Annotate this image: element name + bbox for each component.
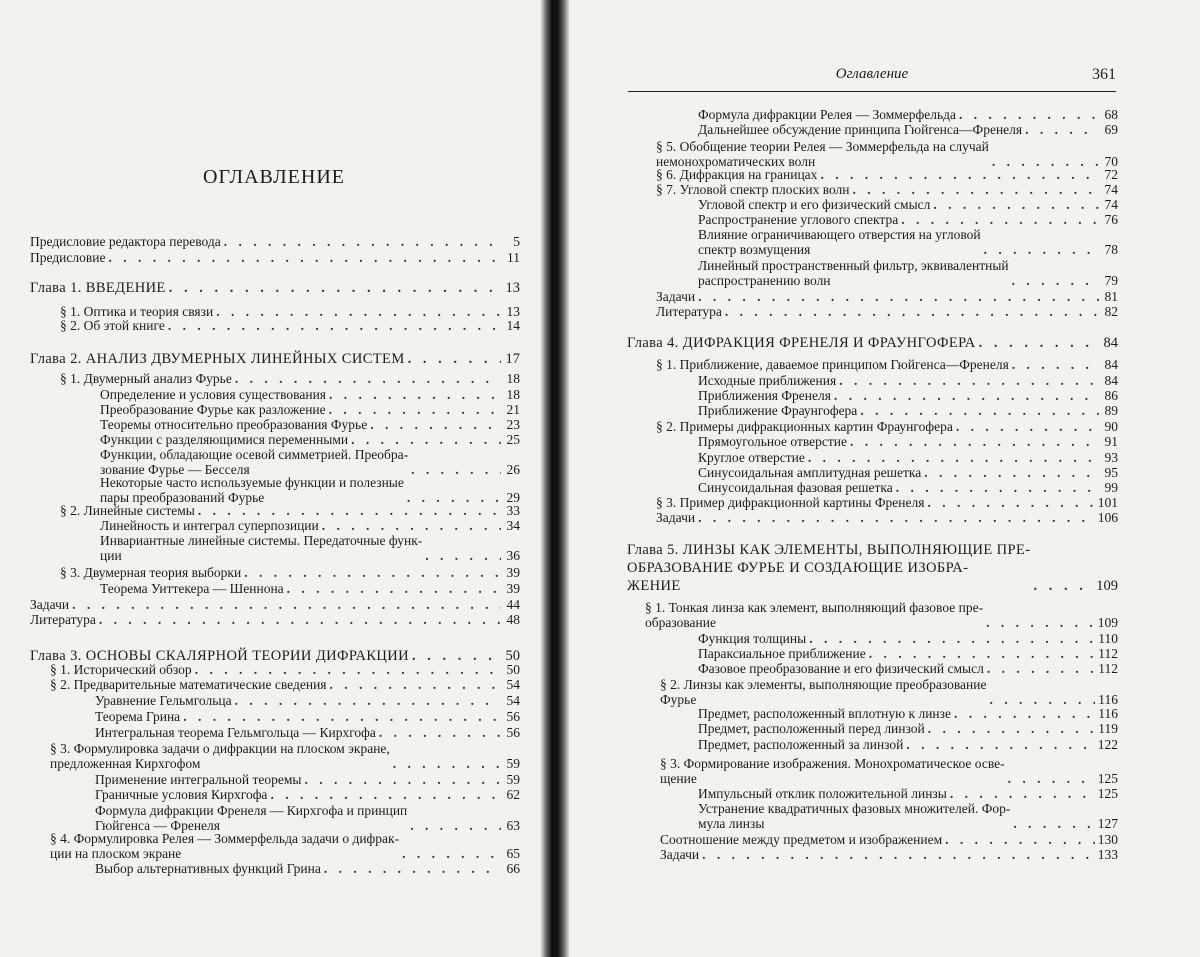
toc-entry bbox=[660, 678, 1118, 707]
dot-leader bbox=[839, 374, 1099, 389]
dot-leader bbox=[270, 788, 501, 803]
toc-entry bbox=[30, 598, 520, 613]
toc-entry-title: Теорема Грина bbox=[95, 709, 181, 724]
toc-entry-page: 78 bbox=[1104, 241, 1118, 257]
toc-entry-title: Литература bbox=[30, 612, 96, 627]
dot-leader bbox=[1012, 274, 1099, 289]
toc-entry-title: Задачи bbox=[656, 289, 696, 304]
dot-leader bbox=[216, 305, 501, 320]
toc-entry-title: Линейный пространственный фильтр, эквивалентный распространению волн bbox=[698, 258, 1009, 288]
toc-entry-page: 91 bbox=[1104, 434, 1118, 449]
toc-entry bbox=[95, 710, 520, 725]
toc-entry-page: 109 bbox=[1097, 614, 1118, 630]
toc-entry bbox=[698, 259, 1118, 288]
dot-leader bbox=[990, 693, 1096, 708]
dot-leader bbox=[235, 694, 501, 709]
left-page bbox=[0, 0, 548, 957]
dot-leader bbox=[896, 481, 1099, 496]
toc-entry-title: Предисловие bbox=[30, 250, 106, 265]
toc-entry-title: § 4. Формулировка Релея — Зоммерфельда задачи о дифрак- ции на плоском экране bbox=[50, 831, 400, 861]
dot-leader bbox=[959, 108, 1099, 123]
dot-leader bbox=[407, 491, 501, 506]
toc-entry-page: 116 bbox=[1098, 691, 1118, 707]
dot-leader bbox=[698, 290, 1099, 305]
running-header-title: Оглавление bbox=[835, 66, 909, 82]
toc-entry bbox=[656, 420, 1118, 435]
toc-entry-page: 34 bbox=[506, 518, 520, 533]
toc-entry-title: Угловой спектр и его физический смысл bbox=[698, 197, 931, 212]
toc-entry-page: 101 bbox=[1097, 495, 1118, 510]
dot-leader bbox=[330, 678, 502, 693]
dot-leader bbox=[305, 773, 502, 788]
dot-leader bbox=[1025, 123, 1099, 138]
dot-leader bbox=[329, 388, 501, 403]
toc-entry-page: 56 bbox=[506, 725, 520, 740]
toc-entry-title: Глава 1. ВВЕДЕНИЕ bbox=[30, 280, 166, 296]
toc-entry-page: 23 bbox=[506, 417, 520, 432]
toc-entry-page: 39 bbox=[506, 565, 520, 580]
toc-entry-title: Литература bbox=[656, 304, 722, 319]
toc-entry-page: 86 bbox=[1104, 388, 1118, 403]
toc-entry bbox=[95, 773, 520, 788]
header-rule bbox=[628, 91, 1116, 92]
toc-entry-title: Линейность и интеграл суперпозиции bbox=[100, 518, 319, 533]
toc-entry-page: 84 bbox=[1104, 373, 1118, 388]
dot-leader bbox=[411, 463, 501, 478]
dot-leader bbox=[1012, 358, 1099, 373]
toc-entry-title: Дальнейшее обсуждение принципа Гюйгенса—Френеля bbox=[698, 122, 1023, 137]
toc-entry-page: 122 bbox=[1097, 737, 1118, 752]
toc-entry bbox=[698, 662, 1118, 677]
toc-entry-page: 39 bbox=[506, 581, 520, 596]
toc-entry-page: 25 bbox=[506, 432, 520, 447]
toc-entry-title: Распространение углового спектра bbox=[698, 212, 899, 227]
toc-entry bbox=[100, 534, 520, 563]
dot-leader bbox=[287, 582, 501, 597]
toc-entry-title: Функция толщины bbox=[698, 631, 807, 646]
toc-entry-page: 33 bbox=[506, 503, 520, 518]
toc-entry bbox=[100, 403, 520, 418]
toc-entry-title: Фазовое преобразование и его физический смысл bbox=[698, 661, 984, 676]
toc-entry bbox=[660, 757, 1118, 786]
toc-entry-page: 59 bbox=[506, 772, 520, 787]
toc-entry-title: Предисловие редактора перевода bbox=[30, 234, 221, 249]
toc-entry-page: 50 bbox=[505, 648, 520, 664]
dot-leader bbox=[933, 198, 1099, 213]
toc-entry-title: Определение и условия существования bbox=[100, 387, 327, 402]
toc-entry bbox=[656, 168, 1118, 183]
toc-entry-title: § 1. Исторический обзор bbox=[50, 662, 192, 677]
dot-leader bbox=[351, 433, 501, 448]
dot-leader bbox=[425, 549, 501, 564]
toc-entry-title: Граничные условия Кирхгофа bbox=[95, 787, 268, 802]
toc-entry bbox=[30, 235, 520, 250]
toc-entry-page: 13 bbox=[506, 304, 520, 319]
toc-entry-page: 74 bbox=[1104, 197, 1118, 212]
toc-entry bbox=[60, 372, 520, 387]
toc-entry-title: Синусоидальная амплитудная решетка bbox=[698, 465, 922, 480]
dot-leader bbox=[370, 418, 501, 433]
toc-entry-page: 84 bbox=[1103, 335, 1118, 351]
dot-leader bbox=[108, 251, 501, 266]
dot-leader bbox=[984, 243, 1099, 258]
toc-entry-title: Влияние ограничивающего отверстия на угловой спектр возмущения bbox=[698, 227, 981, 257]
toc-entry-page: 110 bbox=[1098, 631, 1118, 646]
toc-entry-title: Теорема Уиттекера — Шеннона bbox=[100, 581, 284, 596]
toc-entry-page: 70 bbox=[1104, 153, 1118, 169]
toc-entry-title: Глава 2. АНАЛИЗ ДВУМЕРНЫХ ЛИНЕЙНЫХ СИСТЕМ bbox=[30, 351, 405, 367]
toc-entry-title: Приближения Френеля bbox=[698, 388, 831, 403]
toc-entry-page: 36 bbox=[506, 547, 520, 563]
toc-chapter-entry bbox=[627, 541, 1118, 595]
toc-entry bbox=[100, 582, 520, 597]
toc-entry-title: Импульсный отклик положительной линзы bbox=[698, 786, 947, 801]
toc-entry bbox=[100, 519, 520, 534]
toc-entry-title: § 7. Угловой спектр плоских волн bbox=[656, 182, 850, 197]
toc-entry bbox=[698, 374, 1118, 389]
dot-leader bbox=[244, 566, 501, 581]
toc-entry-page: 112 bbox=[1098, 646, 1118, 661]
toc-entry-page: 106 bbox=[1097, 510, 1118, 525]
toc-entry bbox=[656, 358, 1118, 373]
toc-entry bbox=[95, 694, 520, 709]
toc-entry-page: 82 bbox=[1104, 304, 1118, 319]
toc-entry-page: 62 bbox=[506, 787, 520, 802]
dot-leader bbox=[928, 722, 1096, 737]
toc-entry bbox=[698, 123, 1118, 138]
dot-leader bbox=[860, 404, 1099, 419]
dot-leader bbox=[850, 435, 1099, 450]
dot-leader bbox=[393, 757, 501, 772]
toc-entry-title: Соотношение между предметом и изображением bbox=[660, 832, 943, 847]
dot-leader bbox=[322, 519, 501, 534]
toc-entry-page: 79 bbox=[1104, 272, 1118, 288]
toc-entry-title: Формула дифракции Релея — Зоммерфельда bbox=[698, 107, 957, 122]
toc-entry-page: 26 bbox=[506, 461, 520, 477]
toc-chapter-entry bbox=[627, 334, 1118, 352]
toc-entry-title: Интегральная теорема Гельмгольца — Кирхгофа bbox=[95, 725, 376, 740]
toc-entry-page: 112 bbox=[1098, 661, 1118, 676]
toc-entry-page: 5 bbox=[513, 234, 520, 249]
dot-leader bbox=[950, 787, 1095, 802]
toc-entry-page: 44 bbox=[506, 597, 520, 612]
toc-entry-page: 59 bbox=[506, 755, 520, 771]
toc-entry-title: § 2. Об этой книге bbox=[60, 318, 165, 333]
dot-leader bbox=[820, 168, 1099, 183]
toc-entry bbox=[60, 504, 520, 519]
toc-entry-page: 74 bbox=[1104, 182, 1118, 197]
toc-entry-page: 95 bbox=[1104, 465, 1118, 480]
dot-leader bbox=[853, 183, 1099, 198]
toc-entry-title: Инвариантные линейные системы. Передаточные функ- ции bbox=[100, 533, 423, 563]
toc-entry bbox=[95, 726, 520, 741]
dot-leader bbox=[979, 334, 1099, 352]
toc-entry-page: 125 bbox=[1097, 770, 1118, 786]
dot-leader bbox=[809, 632, 1095, 647]
toc-entry bbox=[100, 388, 520, 403]
toc-entry bbox=[660, 833, 1118, 848]
toc-entry bbox=[698, 481, 1118, 496]
toc-entry bbox=[698, 707, 1118, 722]
dot-leader bbox=[901, 213, 1099, 228]
toc-entry-page: 63 bbox=[506, 817, 520, 833]
toc-entry bbox=[656, 305, 1118, 320]
toc-entry-page: 21 bbox=[506, 402, 520, 417]
toc-entry-page: 72 bbox=[1104, 167, 1118, 182]
toc-entry-title: § 5. Обобщение теории Релея — Зоммерфельда на случай немонохроматических волн bbox=[656, 139, 989, 169]
toc-entry bbox=[698, 213, 1118, 228]
toc-entry-page: 54 bbox=[506, 677, 520, 692]
toc-entry-title: Функции, обладающие осевой симметрией. Преобра- зование Фурье — Бесселя bbox=[100, 447, 409, 477]
toc-entry-title: Формула дифракции Френеля — Кирхгофа и принцип Гюйгенса — Френеля bbox=[95, 803, 408, 833]
toc-entry bbox=[656, 290, 1118, 305]
toc-entry-title: Исходные приближения bbox=[698, 373, 837, 388]
toc-entry-title: § 6. Дифракция на границах bbox=[656, 167, 818, 182]
toc-entry bbox=[698, 647, 1118, 662]
toc-entry-title: § 3. Формулировка задачи о дифракции на плоском экране, предложенная Кирхгофом bbox=[50, 741, 390, 771]
dot-leader bbox=[183, 710, 501, 725]
toc-entry bbox=[30, 251, 520, 266]
dot-leader bbox=[379, 726, 501, 741]
toc-entry bbox=[698, 228, 1118, 257]
dot-leader bbox=[869, 647, 1096, 662]
dot-leader bbox=[954, 707, 1095, 722]
toc-entry-title: Предмет, расположенный перед линзой bbox=[698, 721, 925, 736]
dot-leader bbox=[702, 848, 1095, 863]
toc-entry-page: 84 bbox=[1104, 357, 1118, 372]
toc-entry-title: Глава 4. ДИФРАКЦИЯ ФРЕНЕЛЯ И ФРАУНГОФЕРА bbox=[627, 335, 976, 351]
toc-entry-title: Функции с разделяющимися переменными bbox=[100, 432, 349, 447]
dot-leader bbox=[987, 662, 1095, 677]
dot-leader bbox=[698, 511, 1095, 526]
toc-entry-page: 81 bbox=[1104, 289, 1118, 304]
right-page bbox=[566, 0, 1200, 957]
toc-entry bbox=[100, 433, 520, 448]
toc-entry bbox=[698, 108, 1118, 123]
toc-entry bbox=[50, 663, 520, 678]
toc-entry bbox=[698, 466, 1118, 481]
toc-entry bbox=[645, 601, 1118, 630]
toc-entry-page: 93 bbox=[1104, 450, 1118, 465]
toc-entry bbox=[50, 832, 520, 861]
dot-leader bbox=[1033, 577, 1093, 595]
toc-entry bbox=[698, 722, 1118, 737]
dot-leader bbox=[410, 819, 501, 834]
toc-entry-title: § 1. Тонкая линза как элемент, выполняющий фазовое пре- образование bbox=[645, 600, 984, 630]
dot-leader bbox=[808, 451, 1099, 466]
toc-entry-title: Применение интегральной теоремы bbox=[95, 772, 302, 787]
toc-entry-title: § 3. Пример дифракционной картины Френеля bbox=[656, 495, 925, 510]
dot-leader bbox=[195, 663, 501, 678]
dot-leader bbox=[927, 496, 1094, 511]
toc-entry bbox=[95, 788, 520, 803]
toc-entry-title: § 2. Линзы как элементы, выполняющие преобразование Фурье bbox=[660, 677, 987, 707]
toc-entry-page: 68 bbox=[1104, 107, 1118, 122]
toc-entry-title: § 2. Предварительные математические сведения bbox=[50, 677, 327, 692]
toc-entry-title: § 2. Примеры дифракционных картин Фраунгофера bbox=[656, 419, 953, 434]
toc-entry bbox=[656, 511, 1118, 526]
toc-entry-page: 54 bbox=[506, 693, 520, 708]
toc-entry-title: Глава 3. ОСНОВЫ СКАЛЯРНОЙ ТЕОРИИ ДИФРАКЦИИ bbox=[30, 648, 410, 664]
toc-entry bbox=[60, 319, 520, 334]
dot-leader bbox=[992, 155, 1099, 170]
toc-title: ОГЛАВЛЕНИЕ bbox=[203, 166, 345, 188]
toc-entry-title: Приближение Фраунгофера bbox=[698, 403, 858, 418]
toc-entry-page: 76 bbox=[1104, 212, 1118, 227]
toc-entry-page: 11 bbox=[507, 250, 520, 265]
toc-entry-page: 50 bbox=[506, 662, 520, 677]
toc-entry-page: 90 bbox=[1104, 419, 1118, 434]
toc-entry bbox=[95, 862, 520, 877]
toc-entry-page: 133 bbox=[1097, 847, 1118, 862]
dot-leader bbox=[324, 862, 501, 877]
toc-entry-page: 65 bbox=[506, 845, 520, 861]
toc-entry-page: 99 bbox=[1104, 480, 1118, 495]
toc-entry-page: 130 bbox=[1097, 832, 1118, 847]
toc-entry-page: 109 bbox=[1096, 578, 1118, 594]
dot-leader bbox=[986, 616, 1095, 631]
toc-entry-page: 14 bbox=[506, 318, 520, 333]
toc-entry-title: Преобразование Фурье как разложение bbox=[100, 402, 326, 417]
dot-leader bbox=[224, 235, 501, 250]
toc-entry bbox=[50, 678, 520, 693]
toc-entry-title: Задачи bbox=[30, 597, 70, 612]
toc-entry-title: Предмет, расположенный вплотную к линзе bbox=[698, 706, 951, 721]
toc-entry-page: 127 bbox=[1097, 815, 1118, 831]
toc-chapter-entry bbox=[30, 279, 520, 297]
toc-entry-page: 29 bbox=[506, 489, 520, 505]
toc-entry bbox=[100, 476, 520, 505]
toc-entry-page: 69 bbox=[1104, 122, 1118, 137]
toc-entry-title: Уравнение Гельмгольца bbox=[95, 693, 232, 708]
running-header bbox=[628, 66, 1116, 92]
toc-entry-page: 89 bbox=[1104, 403, 1118, 418]
toc-entry bbox=[50, 742, 520, 771]
toc-entry-title: Теоремы относительно преобразования Фурье bbox=[100, 417, 368, 432]
toc-entry-title: § 1. Оптика и теория связи bbox=[60, 304, 214, 319]
toc-entry-page: 17 bbox=[505, 351, 520, 367]
toc-entry bbox=[660, 848, 1118, 863]
page-number: 361 bbox=[1092, 66, 1116, 83]
dot-leader bbox=[168, 319, 501, 334]
toc-entry bbox=[698, 787, 1118, 802]
toc-entry-page: 119 bbox=[1098, 721, 1118, 736]
dot-leader bbox=[408, 350, 501, 368]
toc-entry bbox=[100, 448, 520, 477]
toc-entry-title: Предмет, расположенный за линзой bbox=[698, 737, 904, 752]
toc-entry bbox=[698, 389, 1118, 404]
toc-entry-title: Устранение квадратичных фазовых множителей. Фор- мула линзы bbox=[698, 801, 1011, 831]
dot-leader bbox=[956, 420, 1099, 435]
toc-entry bbox=[698, 435, 1118, 450]
toc-entry-page: 125 bbox=[1097, 786, 1118, 801]
toc-entry-title: Некоторые часто используемые функции и полезные пары преобразований Фурье bbox=[100, 475, 404, 505]
dot-leader bbox=[235, 372, 501, 387]
toc-entry-title: Круглое отверстие bbox=[698, 450, 805, 465]
toc-entry-title: Параксиальное приближение bbox=[698, 646, 866, 661]
dot-leader bbox=[945, 833, 1095, 848]
toc-entry-title: § 3. Двумерная теория выборки bbox=[60, 565, 242, 580]
dot-leader bbox=[725, 305, 1099, 320]
toc-entry bbox=[698, 802, 1118, 831]
toc-entry bbox=[698, 738, 1118, 753]
toc-entry-title: Прямоугольное отверстие bbox=[698, 434, 848, 449]
toc-entry bbox=[656, 183, 1118, 198]
toc-entry-title: Задачи bbox=[660, 847, 700, 862]
toc-entry bbox=[95, 804, 520, 833]
dot-leader bbox=[834, 389, 1099, 404]
toc-entry-title: Синусоидальная фазовая решетка bbox=[698, 480, 893, 495]
dot-leader bbox=[169, 279, 501, 297]
toc-entry-page: 18 bbox=[506, 371, 520, 386]
toc-entry bbox=[698, 632, 1118, 647]
dot-leader bbox=[906, 738, 1094, 753]
dot-leader bbox=[402, 847, 501, 862]
toc-entry bbox=[656, 140, 1118, 169]
toc-entry bbox=[60, 566, 520, 581]
toc-entry-title: § 3. Формирование изображения. Монохроматическое осве- щение bbox=[660, 756, 1005, 786]
dot-leader bbox=[198, 504, 501, 519]
dot-leader bbox=[72, 598, 501, 613]
toc-entry bbox=[698, 451, 1118, 466]
toc-entry bbox=[656, 496, 1118, 511]
toc-entry bbox=[100, 418, 520, 433]
toc-entry-page: 116 bbox=[1098, 706, 1118, 721]
toc-entry-page: 66 bbox=[506, 861, 520, 876]
toc-entry bbox=[698, 198, 1118, 213]
toc-entry-page: 56 bbox=[506, 709, 520, 724]
toc-entry-title: § 1. Двумерный анализ Фурье bbox=[60, 371, 232, 386]
toc-entry-title: Задачи bbox=[656, 510, 696, 525]
dot-leader bbox=[1008, 772, 1095, 787]
dot-leader bbox=[924, 466, 1099, 481]
toc-entry-title: Глава 5. ЛИНЗЫ КАК ЭЛЕМЕНТЫ, ВЫПОЛНЯЮЩИЕ ПРЕ- ОБРАЗОВАНИЕ ФУРЬЕ И СОЗДАЮЩИЕ ИЗОБРА- ЖЕНИЕ bbox=[627, 542, 1031, 594]
toc-entry bbox=[30, 613, 520, 628]
dot-leader bbox=[1013, 817, 1094, 832]
dot-leader bbox=[329, 403, 501, 418]
toc-entry-page: 48 bbox=[506, 612, 520, 627]
toc-entry-title: § 1. Приближение, даваемое принципом Гюйгенса—Френеля bbox=[656, 357, 1009, 372]
toc-entry-title: § 2. Линейные системы bbox=[60, 503, 195, 518]
toc-entry-page: 13 bbox=[505, 280, 520, 296]
dot-leader bbox=[99, 613, 501, 628]
toc-entry bbox=[698, 404, 1118, 419]
toc-entry-title: Выбор альтернативных функций Грина bbox=[95, 861, 321, 876]
toc-chapter-entry bbox=[30, 350, 520, 368]
toc-entry-page: 18 bbox=[506, 387, 520, 402]
